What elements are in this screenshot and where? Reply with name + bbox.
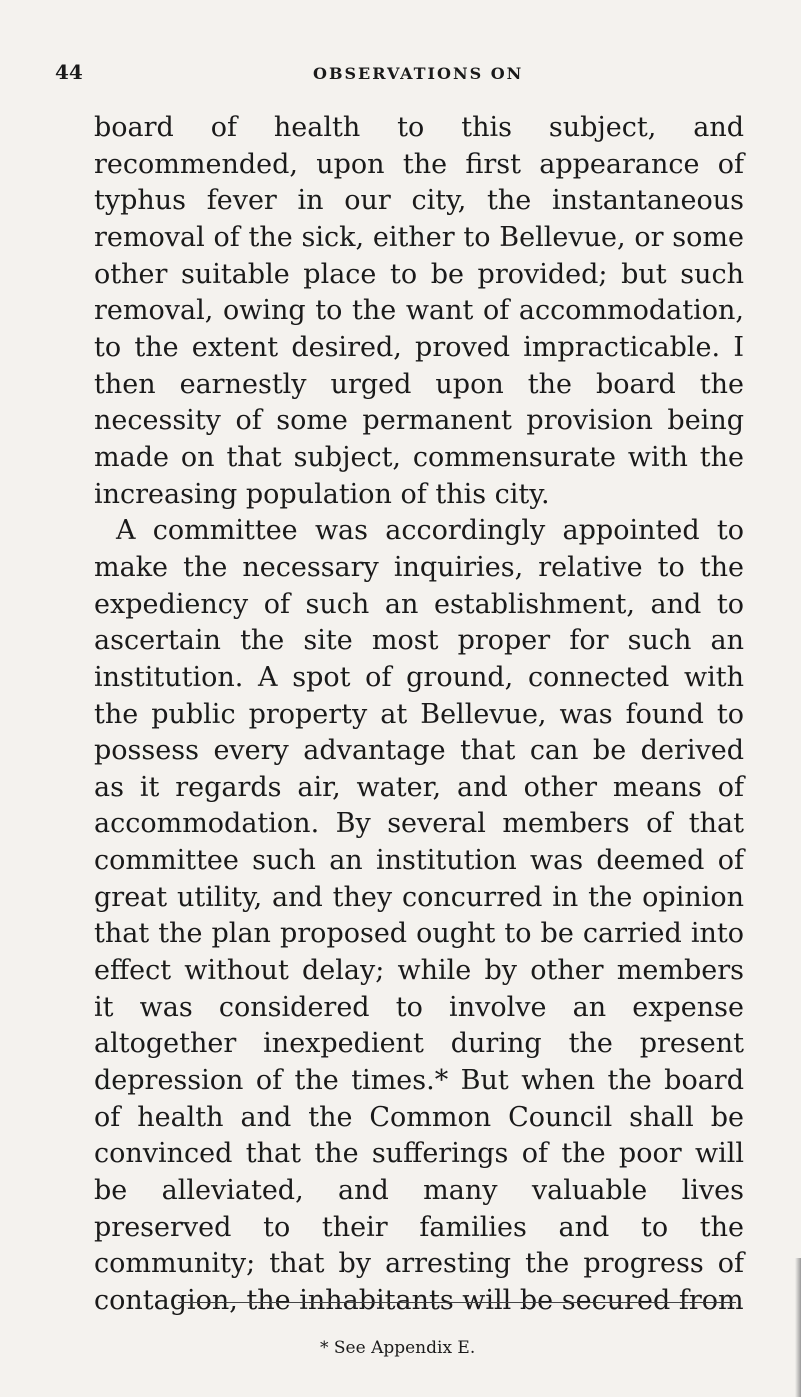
body-text: [94, 110, 744, 1320]
paragraph-1: board of health to this subject, and recommended, upon the first appearance of typhus fever in our city, the instantaneous removal of the sick, either to Bellevue, or some other suitable place to be provided; but such removal, owing to the want of accommodation, to the extent desired, proved impracticable. I then earnestly urged upon the board the necessity of some permanent provision being made on that subject, commensurate with the increasing population of this city.: [94, 112, 744, 510]
paragraph-2: A committee was accordingly appointed to make the necessary inquiries, relative to the expediency of such an establishment, and to ascertain the site most proper for such an institution. A spot of ground, connected with the public property at Bellevue, was found to possess every advantage that can be derived as it regards air, water, and other means of accommodation. By several members of that committee such an institution was deemed of great utility, and they concurred in the opinion that the plan proposed ought to be carried into effect without delay; while by other members it was considered to involve an expense altogether inexpedient during the present depression of the times.* But when the board of health and the Common Council shall be convinced that the sufferings of the poor will be alleviated, and many valuable lives preserved to their families and to the community; that by arresting the progress of contagion, the inhabitants will be secured from: [94, 515, 744, 1316]
scan-edge-shadow: [795, 1258, 801, 1397]
footnote: * See Appendix E.: [320, 1338, 476, 1358]
footnote-rule: [178, 1302, 736, 1303]
running-title: OBSERVATIONS ON: [313, 64, 524, 83]
running-head: [55, 60, 635, 90]
page-number: 44: [55, 60, 83, 84]
